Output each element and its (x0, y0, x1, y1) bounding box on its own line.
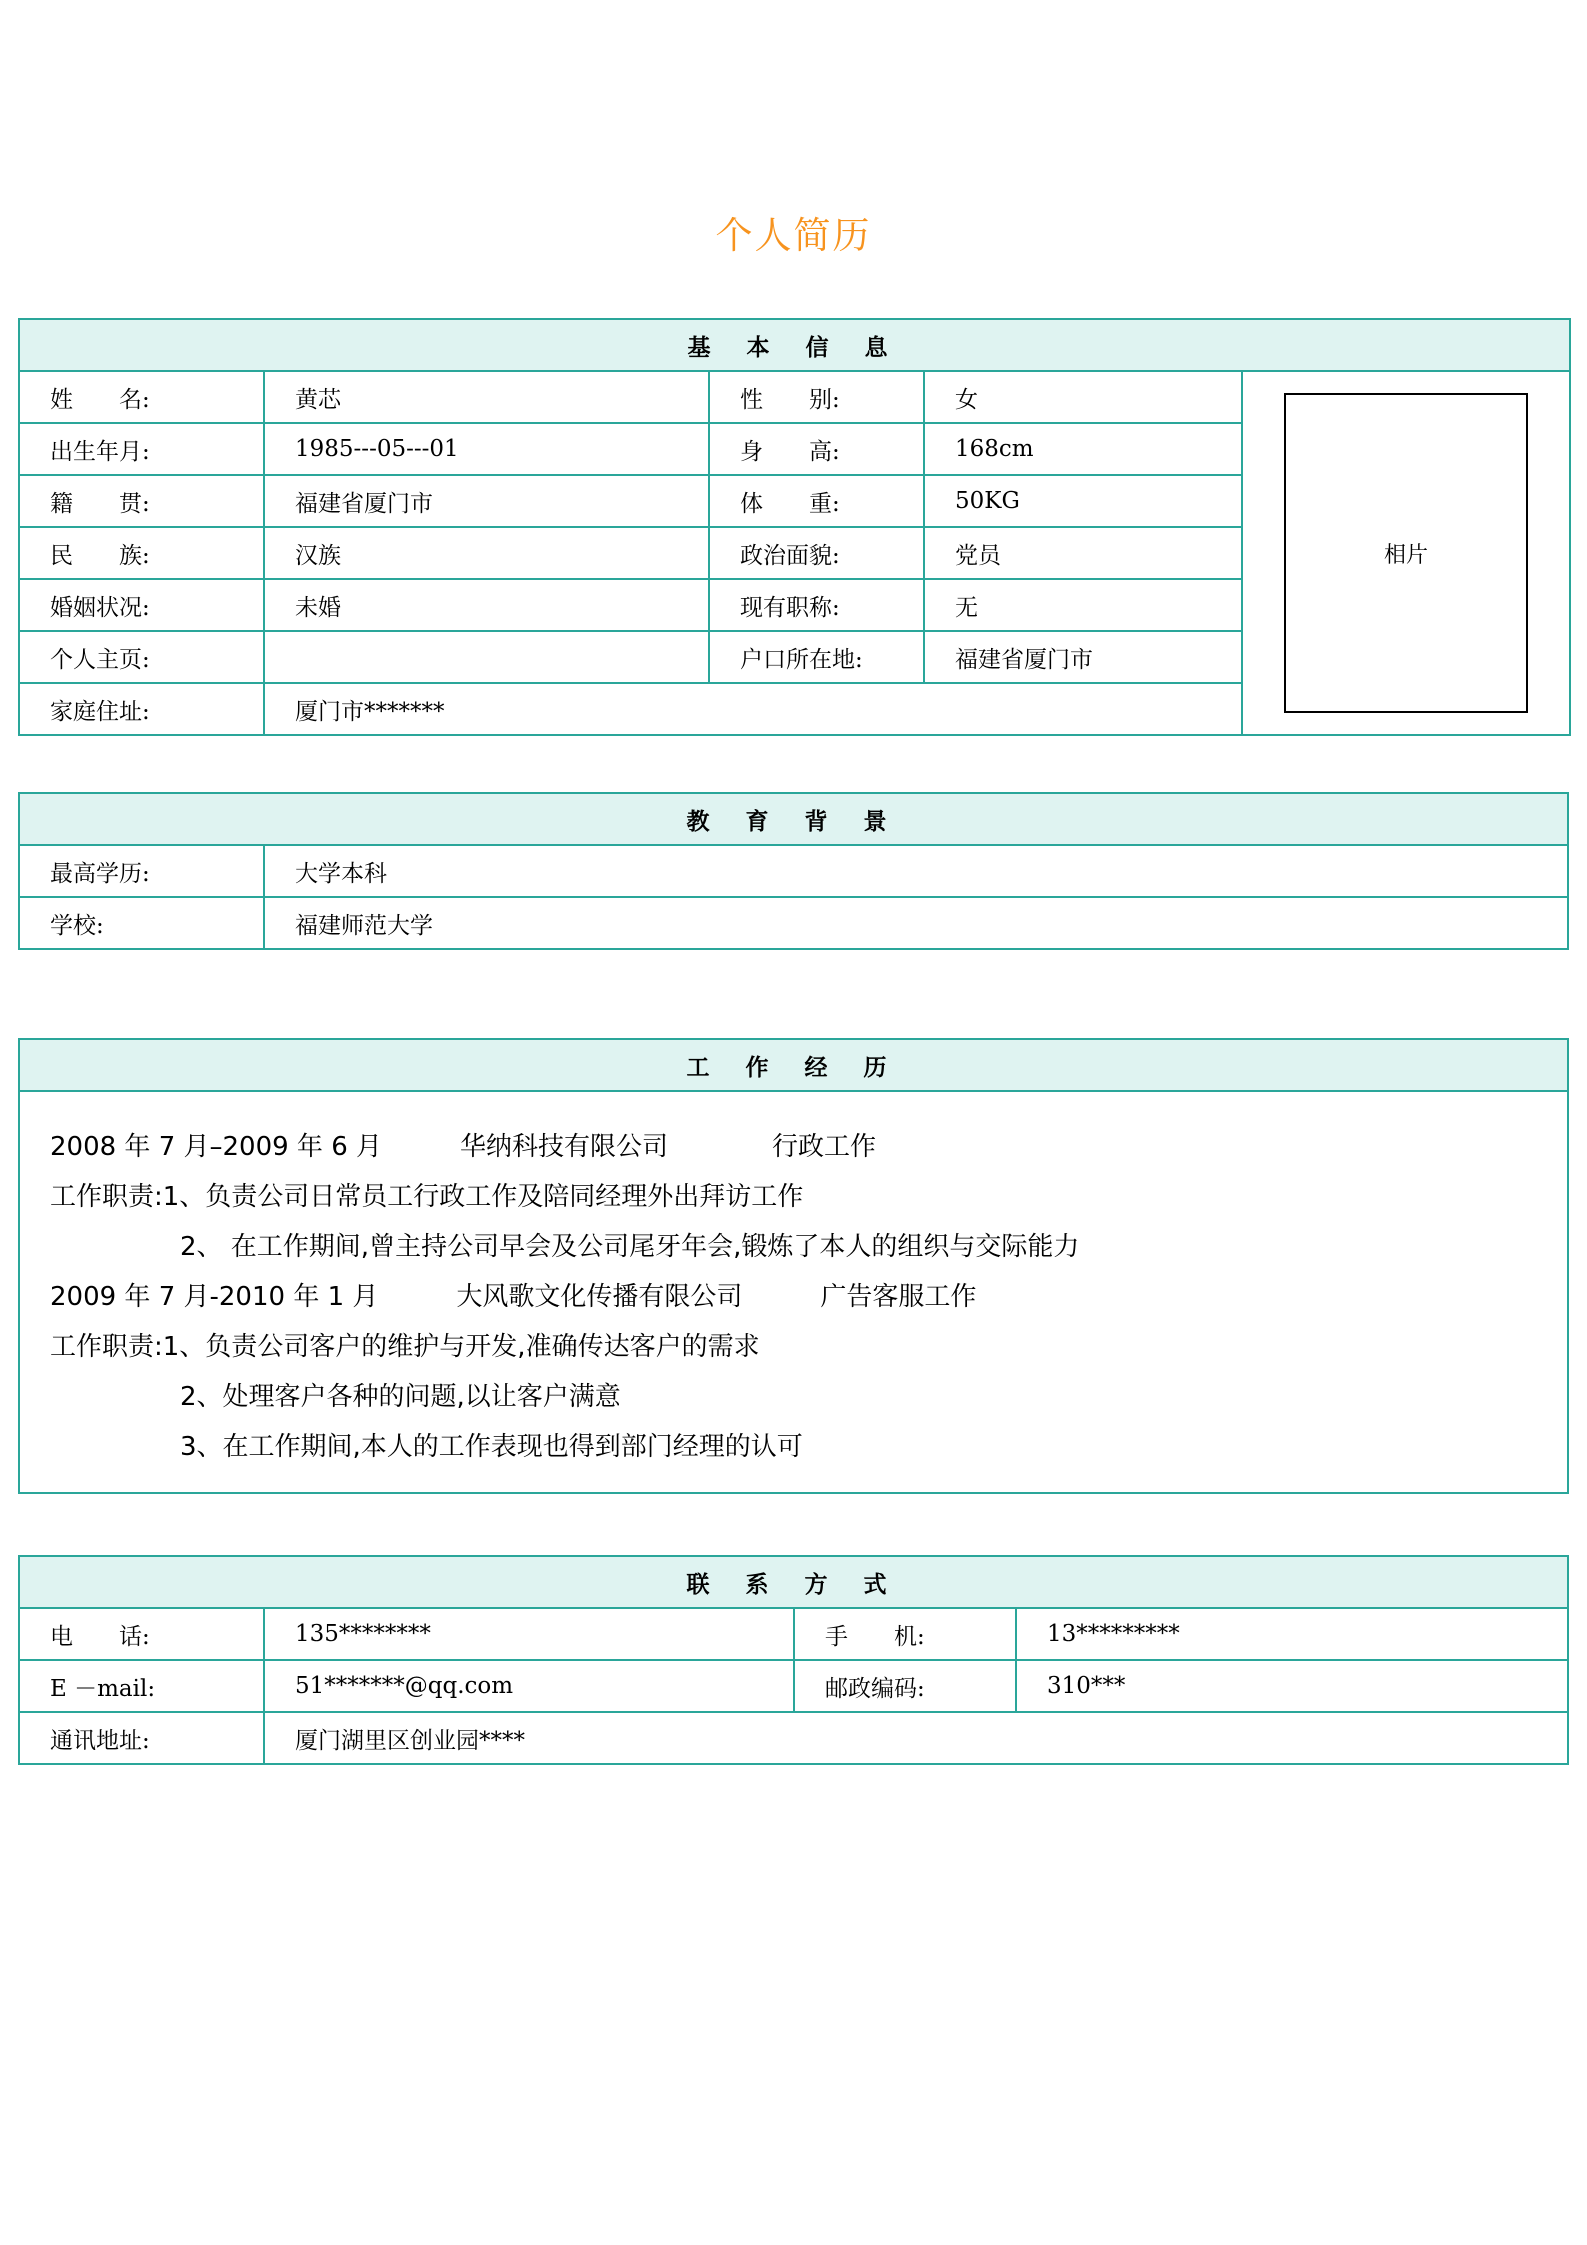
table-row (19, 845, 1568, 897)
table-row (19, 1712, 1568, 1764)
table-row (19, 1608, 1568, 1660)
field-label: 户口所在地: (709, 631, 924, 683)
field-value: 汉族 (264, 527, 709, 579)
work-line: 2、处理客户各种的问题,以让客户满意 (50, 1382, 621, 1412)
work-line: 工作职责:1、负责公司日常员工行政工作及陪同经理外出拜访工作 (50, 1182, 804, 1212)
field-value (264, 631, 709, 683)
field-value: 女 (924, 371, 1242, 423)
field-label: 邮政编码: (794, 1660, 1016, 1712)
field-value: 51*******@qq.com (264, 1660, 794, 1712)
photo-label: 相片 (1383, 542, 1428, 568)
field-label: 通讯地址: (19, 1712, 264, 1764)
field-value: 黄芯 (264, 371, 709, 423)
field-label: 政治面貌: (709, 527, 924, 579)
basic-info-table (18, 318, 1571, 736)
field-label: 手 机: (794, 1608, 1016, 1660)
basic-info-heading: 基 本 信 息 (19, 319, 1570, 371)
field-label: 籍 贯: (19, 475, 264, 527)
field-value: 135******** (264, 1608, 794, 1660)
work-table (18, 1038, 1569, 1494)
field-label: 电 话: (19, 1608, 264, 1660)
work-line: 2、 在工作期间,曾主持公司早会及公司尾牙年会,锻炼了本人的组织与交际能力 (50, 1232, 1080, 1262)
contact-table (18, 1555, 1569, 1765)
page-title: 个人简历 (715, 214, 872, 257)
field-value: 无 (924, 579, 1242, 631)
table-row (19, 371, 1570, 423)
work-line: 工作职责:1、负责公司客户的维护与开发,准确传达客户的需求 (50, 1332, 760, 1362)
contact-heading: 联 系 方 式 (19, 1556, 1568, 1608)
field-value: 福建省厦门市 (264, 475, 709, 527)
field-label: 家庭住址: (19, 683, 264, 735)
field-value: 大学本科 (264, 845, 1568, 897)
field-value: 50KG (924, 475, 1242, 527)
work-body (19, 1091, 1568, 1493)
work-line: 2009 年 7 月-2010 年 1 月 大风歌文化传播有限公司 广告客服工作 (50, 1282, 977, 1312)
field-value: 310*** (1016, 1660, 1568, 1712)
field-label: 现有职称: (709, 579, 924, 631)
field-label: 民 族: (19, 527, 264, 579)
work-heading: 工 作 经 历 (19, 1039, 1568, 1091)
field-value: 党员 (924, 527, 1242, 579)
field-label: 体 重: (709, 475, 924, 527)
work-line: 3、在工作期间,本人的工作表现也得到部门经理的认可 (50, 1432, 803, 1462)
field-value: 1985---05---01 (264, 423, 709, 475)
table-row (19, 1660, 1568, 1712)
field-label: 最高学历: (19, 845, 264, 897)
field-label: E －mail: (19, 1660, 264, 1712)
field-label: 出生年月: (19, 423, 264, 475)
field-label: 身 高: (709, 423, 924, 475)
field-label: 性 别: (709, 371, 924, 423)
field-value: 13********* (1016, 1608, 1568, 1660)
field-value: 厦门市******* (264, 683, 1242, 735)
field-value: 福建省厦门市 (924, 631, 1242, 683)
table-row (19, 897, 1568, 949)
photo-placeholder (1284, 393, 1528, 713)
field-label: 个人主页: (19, 631, 264, 683)
field-value: 未婚 (264, 579, 709, 631)
field-value: 福建师范大学 (264, 897, 1568, 949)
field-value: 168cm (924, 423, 1242, 475)
education-table (18, 792, 1569, 950)
field-label: 姓 名: (19, 371, 264, 423)
field-value: 厦门湖里区创业园**** (264, 1712, 1568, 1764)
field-label: 婚姻状况: (19, 579, 264, 631)
work-line: 2008 年 7 月–2009 年 6 月 华纳科技有限公司 行政工作 (50, 1132, 877, 1162)
photo-cell (1242, 371, 1570, 735)
education-heading: 教 育 背 景 (19, 793, 1568, 845)
field-label: 学校: (19, 897, 264, 949)
